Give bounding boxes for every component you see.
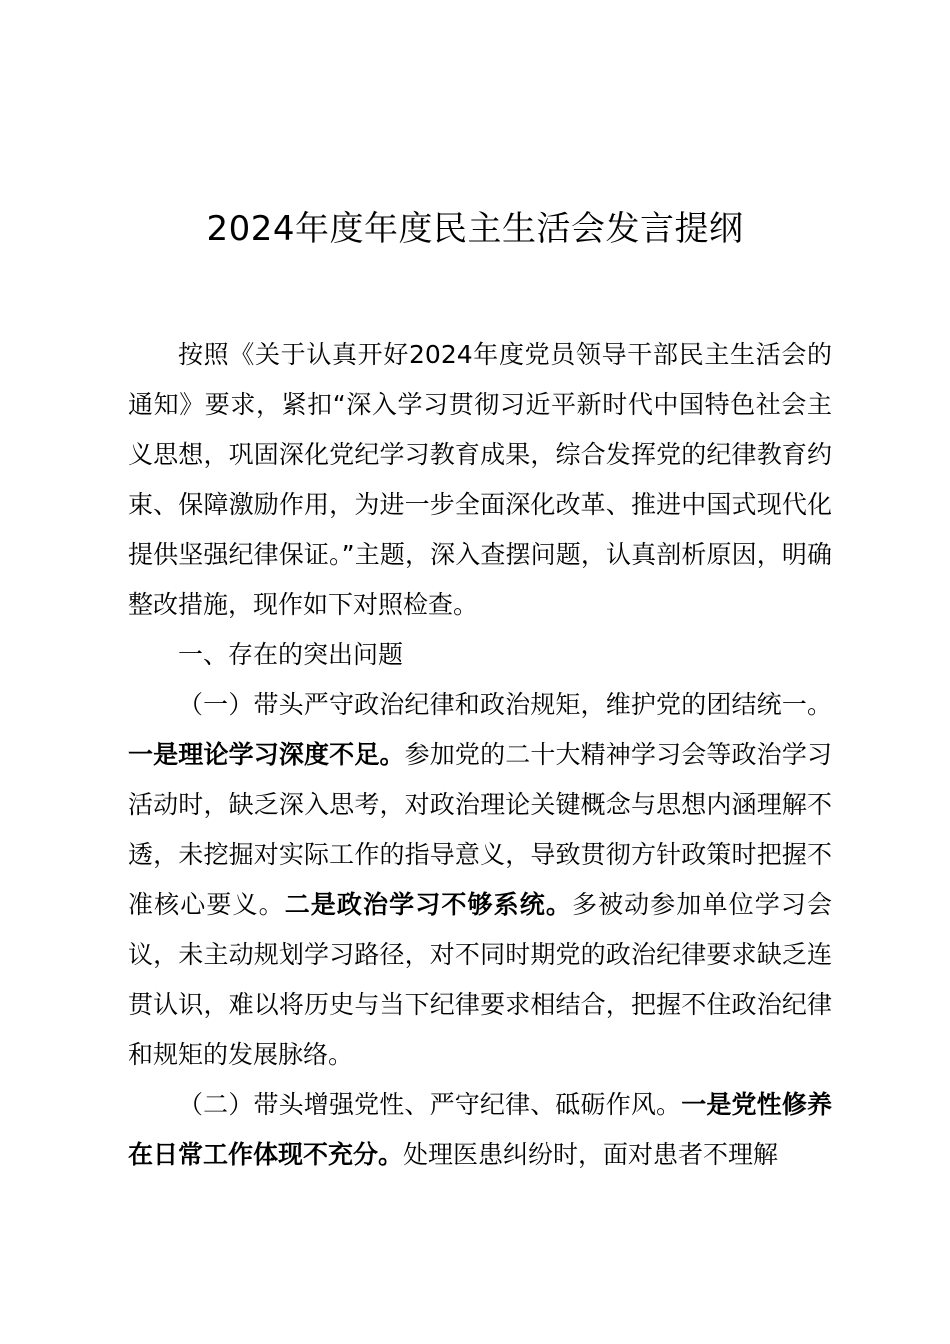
intro-paragraph: 按照《关于认真开好2024年度党员领导干部民主生活会的通知》要求，紧扣“深入学习贯彻习近平新时代中国特色社会主义思想，巩固深化党纪学习教育成果，综合发挥党的纪律教育约束、保障激励作用，为进一步全面深化改革、推进中国式现代化提供坚强纪律保证。”主题，深入查摆问题，认真剖析原因，明确整改措施，现作如下对照检查。 bbox=[128, 340, 832, 619]
subsection-1-point-2-title: 二是政治学习不够系统。 bbox=[284, 890, 572, 919]
subsection-1-point-1-title: 一是理论学习深度不足。 bbox=[128, 740, 405, 769]
subsection-2-paragraph bbox=[128, 1080, 832, 1180]
subsection-1-point-2-text: 多被动参加单位学习会议，未主动规划学习路径，对不同时期党的政治纪律要求缺乏连贯认识，难以将历史与当下纪律要求相结合，把握不住政治纪律和规矩的发展脉络。 bbox=[128, 890, 832, 1069]
subsection-2-point-1-title: 一是党性修养在日常工作体现不充分。 bbox=[128, 1090, 832, 1169]
subsection-2-lead: （二）带头增强党性、严守纪律、砥砺作风。 bbox=[178, 1090, 682, 1119]
subsection-1-lead: （一）带头严守政治纪律和政治规矩，维护党的团结统一。 bbox=[178, 690, 832, 719]
section-heading: 一、存在的突出问题 bbox=[178, 640, 404, 669]
document-title: 2024年度年度民主生活会发言提纲 bbox=[206, 209, 744, 249]
subsection-1-paragraph bbox=[128, 680, 832, 1080]
subsection-2-point-1-text: 处理医患纠纷时，面对患者不理解 bbox=[403, 1140, 779, 1169]
subsection-1-point-1-text: 参加党的二十大精神学习会等政治学习活动时，缺乏深入思考，对政治理论关键概念与思想内涵理解不透，未挖掘对实际工作的指导意义，导致贯彻方针政策时把握不准核心要义。 bbox=[128, 740, 832, 919]
document-body bbox=[128, 330, 832, 1180]
